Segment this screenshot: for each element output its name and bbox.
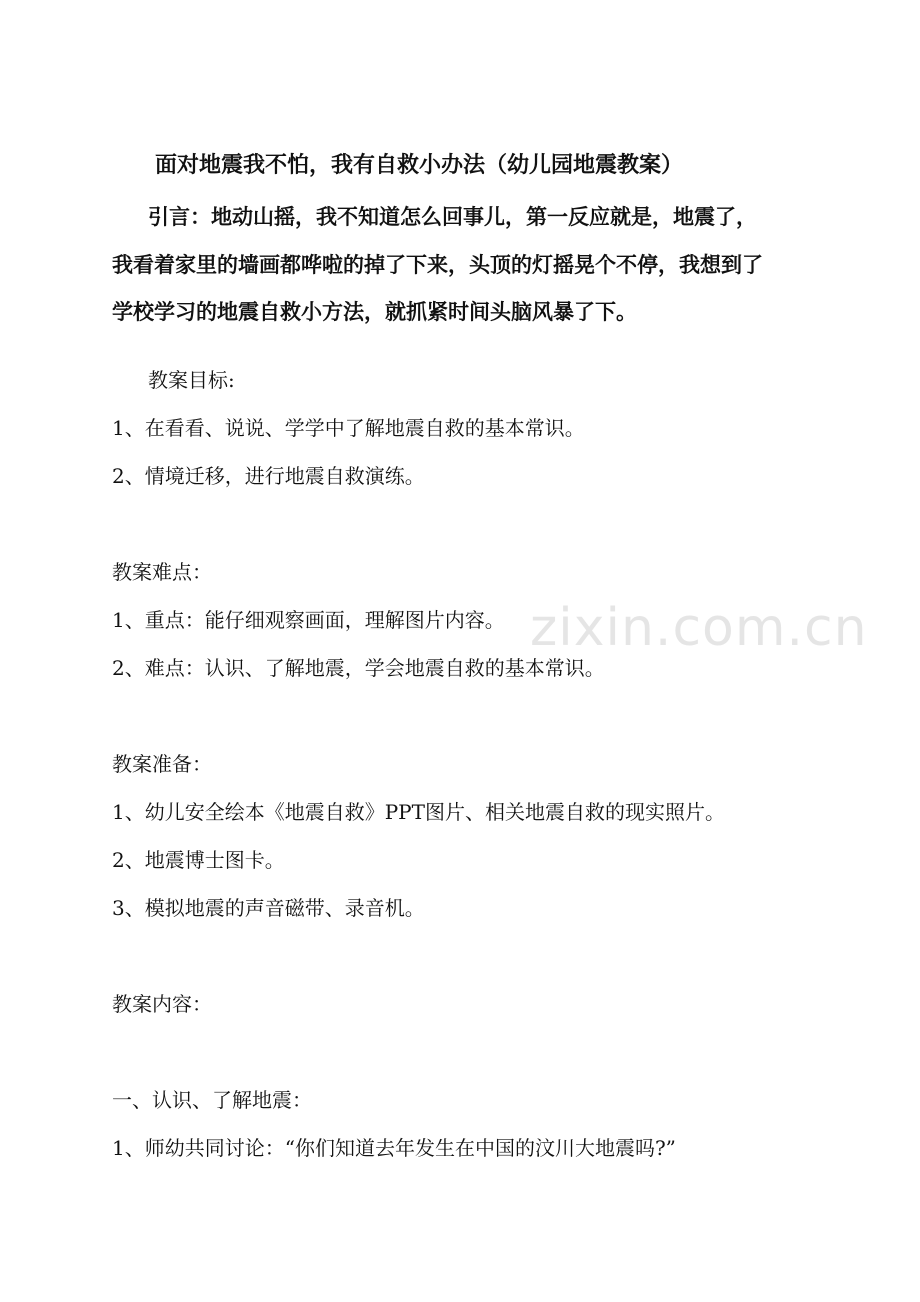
document-title: 面对地震我不怕，我有自救小办法（幼儿园地震教案） — [155, 153, 684, 178]
prep-item-3: 3、模拟地震的声音磁带、录音机。 — [112, 896, 425, 920]
prep-heading: 教案准备： — [112, 752, 212, 776]
intro-line-2: 我看着家里的墙画都哗啦的掉了下来，头顶的灯摇晃个不停，我想到了 — [112, 253, 763, 277]
goal-item-2: 2、情境迁移，进行地震自救演练。 — [112, 464, 425, 488]
section1-heading: 一、认识、了解地震： — [112, 1088, 312, 1112]
difficulty-heading: 教案难点： — [112, 560, 212, 584]
watermark: zixin.com.cn — [530, 598, 868, 658]
content-heading: 教案内容： — [112, 992, 212, 1016]
prep-item-2: 2、地震博士图卡。 — [112, 848, 285, 872]
goal-item-1: 1、在看看、说说、学学中了解地震自救的基本常识。 — [112, 416, 585, 440]
section1-item-1: 1、师幼共同讨论：“你们知道去年发生在中国的汶川大地震吗?” — [112, 1136, 676, 1160]
difficulty-item-2: 2、难点：认识、了解地震，学会地震自救的基本常识。 — [112, 656, 605, 680]
difficulty-item-1: 1、重点：能仔细观察画面，理解图片内容。 — [112, 608, 505, 632]
goals-heading: 教案目标: — [148, 368, 235, 392]
intro-line-1: 引言：地动山摇，我不知道怎么回事儿，第一反应就是，地震了， — [148, 205, 757, 229]
prep-item-1: 1、幼儿安全绘本《地震自救》PPT图片、相关地震自救的现实照片。 — [112, 800, 725, 824]
intro-line-3: 学校学习的地震自救小方法，就抓紧时间头脑风暴了下。 — [112, 300, 637, 324]
